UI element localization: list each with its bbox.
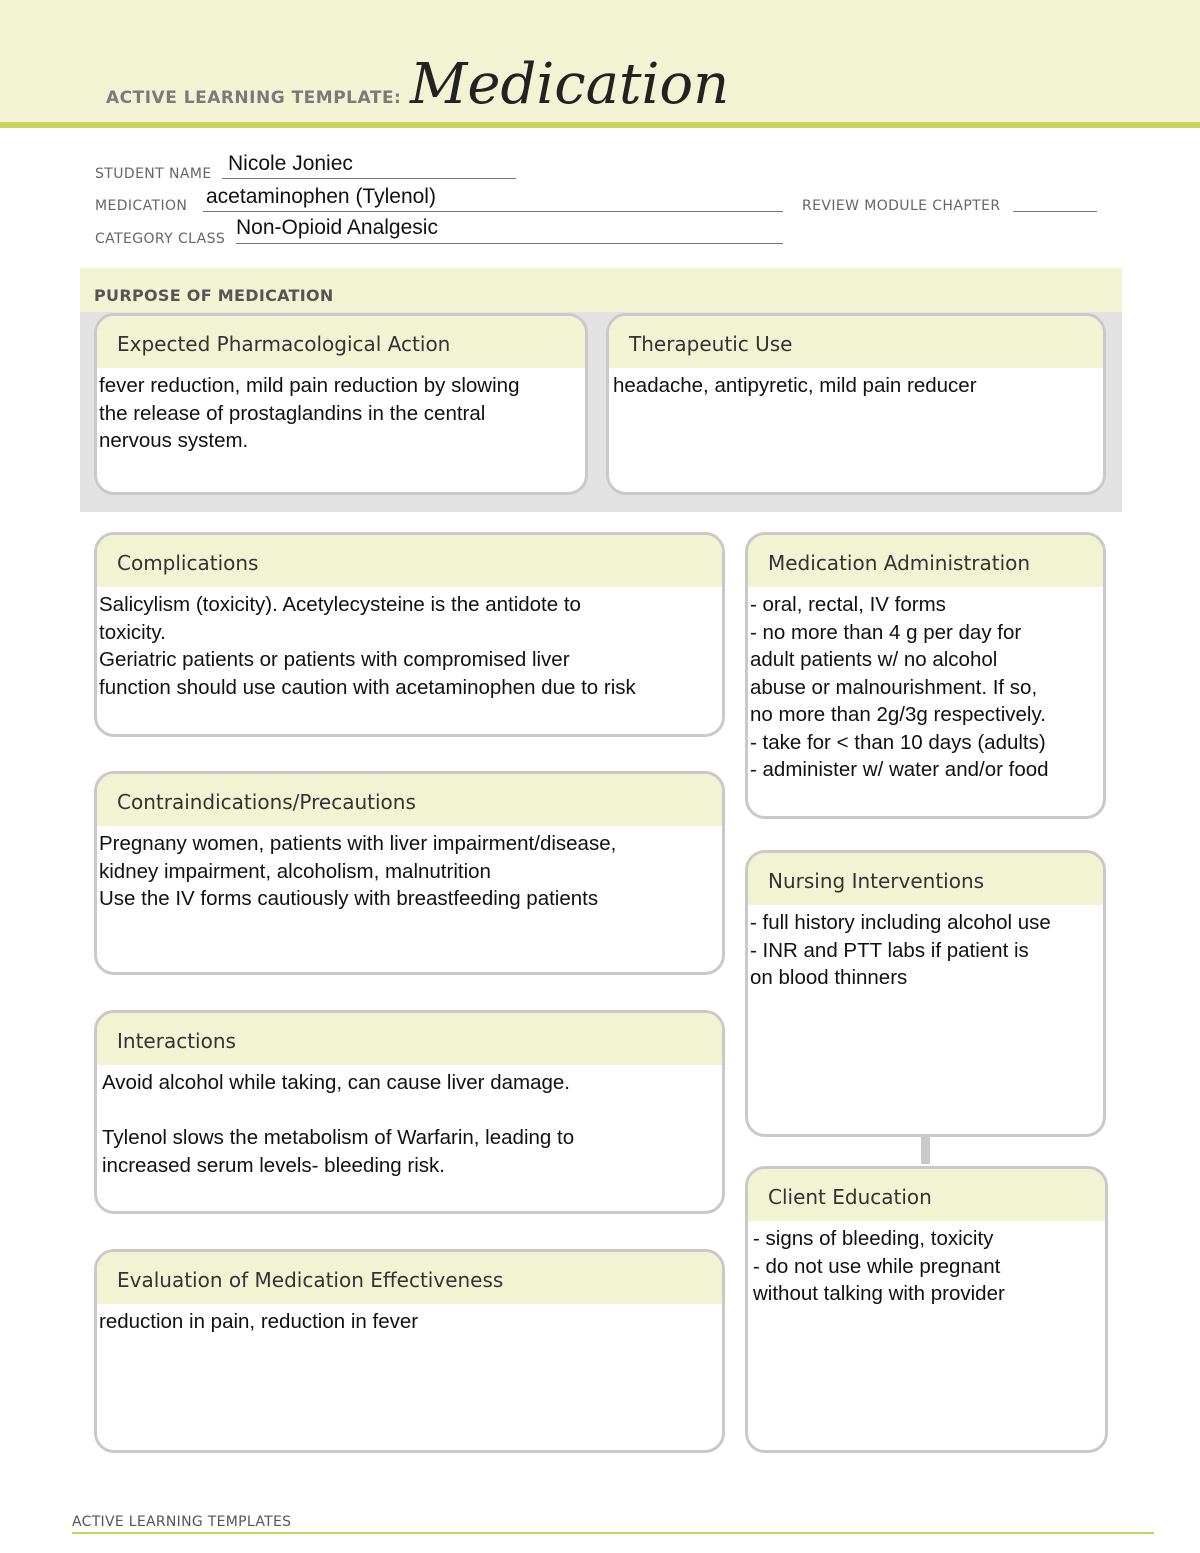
review-module-label: REVIEW MODULE CHAPTER xyxy=(802,198,1001,214)
expected-action-text[interactable]: fever reduction, mild pain reduction by slowing the release of prostaglandins in the central nervous system. xyxy=(99,374,520,452)
client-education-card xyxy=(745,1166,1108,1453)
administration-text[interactable]: - oral, rectal, IV forms - no more than 4 g per day for adult patients w/ no alcohol abuse or malnourishment. If so, no more than 2g/3g respectively. - take for < than 10 days (adults) - administer w/ water and/or food xyxy=(750,593,1049,781)
footer-text: ACTIVE LEARNING TEMPLATES xyxy=(72,1514,292,1530)
card-connector xyxy=(921,1134,930,1164)
administration-card xyxy=(745,532,1106,819)
expected-action-card xyxy=(94,313,588,495)
footer-rule xyxy=(72,1532,1154,1534)
interactions-text[interactable]: Avoid alcohol while taking, can cause liver damage. Tylenol slows the metabolism of Warfarin, leading to increased serum levels- bleeding risk. xyxy=(102,1071,575,1177)
student-name-line xyxy=(222,178,516,179)
interactions-heading: Interactions xyxy=(97,1013,722,1065)
expected-action-heading: Expected Pharmacological Action xyxy=(97,316,585,368)
client-education-heading: Client Education xyxy=(748,1169,1105,1221)
medication-label: MEDICATION xyxy=(95,198,188,214)
therapeutic-use-heading: Therapeutic Use xyxy=(609,316,1103,368)
complications-text[interactable]: Salicylism (toxicity). Acetylecysteine is the antidote to toxicity. Geriatric patients or patients with compromised liver function should use caution with acetaminophen due to risk xyxy=(99,593,636,699)
page-title: Medication xyxy=(410,52,730,117)
interactions-card xyxy=(94,1010,725,1214)
nursing-text[interactable]: - full history including alcohol use - INR and PTT labs if patient is on blood thinners xyxy=(750,911,1051,989)
contraindications-heading: Contraindications/Precautions xyxy=(97,774,722,826)
review-module-line xyxy=(1013,211,1097,212)
medication-line xyxy=(203,211,783,212)
medication-field[interactable]: acetaminophen (Tylenol) xyxy=(206,185,436,208)
evaluation-card xyxy=(94,1249,725,1453)
therapeutic-use-text[interactable]: headache, antipyretic, mild pain reducer xyxy=(613,374,977,397)
nursing-card xyxy=(745,850,1106,1137)
therapeutic-use-card xyxy=(606,313,1106,495)
evaluation-text[interactable]: reduction in pain, reduction in fever xyxy=(99,1310,419,1333)
client-education-text[interactable]: - signs of bleeding, toxicity - do not use while pregnant without talking with provider xyxy=(753,1227,1005,1305)
category-class-line xyxy=(236,243,783,244)
administration-heading: Medication Administration xyxy=(748,535,1103,587)
header-rule xyxy=(0,122,1200,128)
category-class-field[interactable]: Non-Opioid Analgesic xyxy=(236,216,438,239)
evaluation-heading: Evaluation of Medication Effectiveness xyxy=(97,1252,722,1304)
student-name-field[interactable]: Nicole Joniec xyxy=(228,152,353,175)
student-name-label: STUDENT NAME xyxy=(95,166,212,182)
contraindications-card xyxy=(94,771,725,975)
template-label: ACTIVE LEARNING TEMPLATE: xyxy=(106,88,402,108)
category-class-label: CATEGORY CLASS xyxy=(95,231,226,247)
complications-heading: Complications xyxy=(97,535,722,587)
contraindications-text[interactable]: Pregnany women, patients with liver impairment/disease, kidney impairment, alcoholism, malnutrition Use the IV forms cautiously with breastfeeding patients xyxy=(99,832,617,910)
nursing-heading: Nursing Interventions xyxy=(748,853,1103,905)
complications-card xyxy=(94,532,725,737)
purpose-title: PURPOSE OF MEDICATION xyxy=(94,286,334,305)
